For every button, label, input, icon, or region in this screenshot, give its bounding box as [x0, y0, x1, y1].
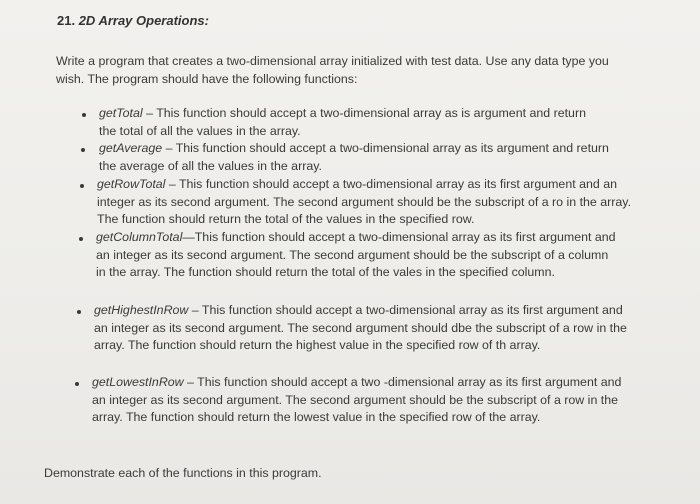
closing-instruction: Demonstrate each of the functions in this program. — [44, 466, 322, 480]
function-description: – This function should accept a two-dimensional array as is argument and return the total of all the values in the array. — [99, 106, 586, 138]
bullet-icon — [82, 113, 86, 117]
function-name: getTotal — [99, 106, 143, 120]
question-heading: 2D Array Operations: — [78, 13, 209, 28]
intro-paragraph: Write a program that creates a two-dimensional array initialized with test data. Use any data type you wish. The program should have the following functions: — [56, 54, 609, 86]
function-description: – This function should accept a two-dimensional array as its argument and return the average of all the values in the array. — [99, 141, 609, 173]
question-title — [57, 13, 209, 28]
function-name: getRowTotal — [97, 177, 166, 191]
list-item-getcolumntotal — [96, 229, 621, 282]
function-name: getColumnTotal — [96, 230, 183, 244]
function-description: —This function should accept a two-dimensional array as its first argument and an integer as its second argument. The second argument should be the subscript of a column in the array. The function should return the total of the vales in the specified column. — [96, 230, 616, 280]
function-name: getHighestInRow — [94, 303, 189, 317]
bullet-icon — [77, 310, 81, 314]
question-number: 21. — [57, 13, 76, 28]
bullet-icon — [80, 184, 84, 188]
list-item-getrowtotal — [97, 176, 635, 229]
list-item-getlowestinrow — [92, 374, 637, 427]
bullet-icon — [79, 237, 83, 241]
function-description: – This function should accept a two-dimensional array as its first argument and an integer as its second argument. The second argument should dbe the subscript of a row in the array. The function should return the highest value in the specified row of th array. — [94, 303, 627, 353]
bullet-icon — [81, 148, 85, 152]
list-item-gettotal — [99, 105, 596, 140]
function-description: – This function should accept a two-dimensional array as its first argument and an integer as its second argument. The second argument should be the subscript of a ro in the array. The function should return the total of the values in the specified row. — [97, 177, 632, 227]
list-item-gethighestinrow — [94, 302, 634, 355]
function-name: getLowestInRow — [92, 375, 184, 389]
function-name: getAverage — [99, 141, 163, 155]
function-description: – This function should accept a two -dimensional array as its first argument and an integer as its second argument. The second argument should be the subscript of a row in the array. The function should return the lowest value in the specified row of the array. — [92, 375, 622, 425]
bullet-icon — [75, 382, 79, 386]
list-item-getaverage — [99, 140, 625, 175]
